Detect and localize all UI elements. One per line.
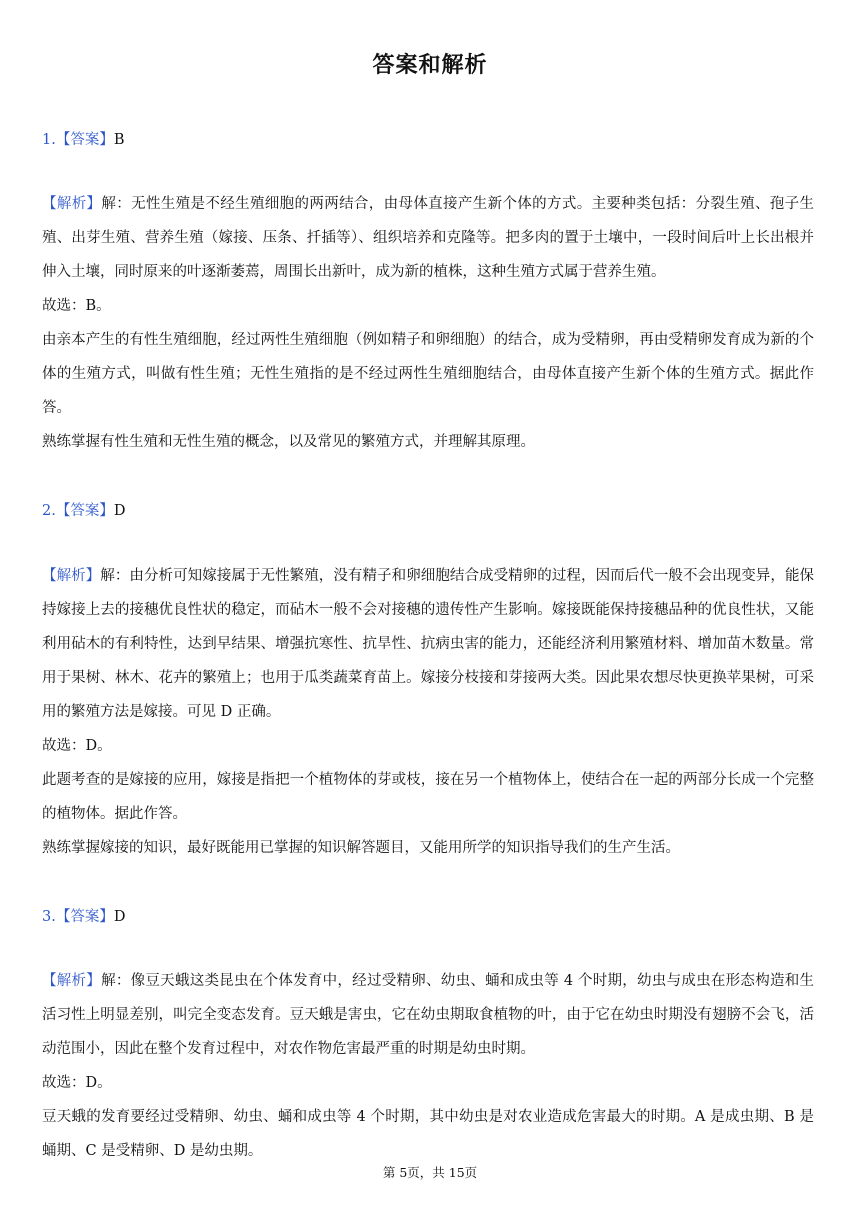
answer-tag: 【答案】 bbox=[55, 909, 114, 925]
analysis-tag: 【解析】 bbox=[42, 196, 102, 212]
question-3-analysis bbox=[42, 964, 814, 1168]
analysis-tag: 【解析】 bbox=[42, 568, 101, 584]
explain-text: 豆天蛾的发育要经过受精卵、幼虫、蛹和成虫等 4 个时期，其中幼虫是对农业造成危害最大的时期。A 是成虫期、B 是蛹期、C 是受精卵、D 是幼虫期。 bbox=[42, 1109, 814, 1159]
answer-value: D bbox=[113, 909, 126, 925]
choice-text: 故选：B。 bbox=[42, 298, 111, 314]
answer-value: B bbox=[113, 132, 125, 148]
question-1-answer bbox=[42, 128, 125, 149]
explain-text: 此题考查的是嫁接的应用，嫁接是指把一个植物体的芽或枝，接在另一个植物体上，使结合在一起的两部分长成一个完整的植物体。据此作答。 bbox=[42, 772, 814, 822]
analysis-text: 解：像豆天蛾这类昆虫在个体发育中，经过受精卵、幼虫、蛹和成虫等 4 个时期，幼虫与成虫在形态构造和生活习性上明显差别，叫完全变态发育。豆天蛾是害虫，它在幼虫期取食植物的叶，由于它在幼虫时期没有翅膀不会飞，活动范围小，因此在整个发育过程中，对农作物危害最严重的时期是幼虫时期。 bbox=[42, 973, 814, 1057]
analysis-tag: 【解析】 bbox=[42, 973, 102, 989]
question-1-analysis bbox=[42, 187, 814, 459]
answer-tag: 【答案】 bbox=[55, 503, 114, 519]
question-number: 2. bbox=[42, 503, 56, 519]
analysis-text: 解：由分析可知嫁接属于无性繁殖，没有精子和卵细胞结合成受精卵的过程，因而后代一般不会出现变异，能保持嫁接上去的接穗优良性状的稳定，而砧木一般不会对接穗的遗传性产生影响。嫁接既能保持接穗品种的优良性状，又能利用砧木的有利特性，达到早结果、增强抗寒性、抗旱性、抗病虫害的能力，还能经济利用繁殖材料、增加苗木数量。常用于果树、林木、花卉的繁殖上；也用于瓜类蔬菜育苗上。嫁接分枝接和芽接两大类。因此果农想尽快更换苹果树，可采用的繁殖方法是嫁接。可见 D 正确。 bbox=[42, 568, 815, 720]
explain-text: 由亲本产生的有性生殖细胞，经过两性生殖细胞（例如精子和卵细胞）的结合，成为受精卵，再由受精卵发育成为新的个体的生殖方式，叫做有性生殖；无性生殖指的是不经过两性生殖细胞结合，由母体直接产生新个体的生殖方式。据此作答。 bbox=[42, 332, 814, 416]
question-2-answer bbox=[42, 499, 125, 520]
question-number: 1. bbox=[42, 132, 56, 148]
question-2-analysis bbox=[42, 559, 814, 865]
answer-tag: 【答案】 bbox=[55, 132, 114, 148]
question-number: 3. bbox=[42, 909, 56, 925]
question-3-answer bbox=[42, 905, 125, 926]
choice-text: 故选：D。 bbox=[42, 1075, 112, 1091]
choice-text: 故选：D。 bbox=[42, 738, 112, 754]
tip-text: 熟练掌握有性生殖和无性生殖的概念，以及常见的繁殖方式，并理解其原理。 bbox=[42, 434, 535, 450]
tip-text: 熟练掌握嫁接的知识，最好既能用已掌握的知识解答题目，又能用所学的知识指导我们的生产生活。 bbox=[42, 840, 680, 856]
page-title: 答案和解析 bbox=[372, 53, 488, 78]
analysis-paragraph bbox=[42, 187, 814, 289]
answer-value: D bbox=[113, 503, 126, 519]
analysis-paragraph bbox=[42, 964, 814, 1066]
analysis-text: 解：无性生殖是不经生殖细胞的两两结合，由母体直接产生新个体的方式。主要种类包括：分裂生殖、孢子生殖、出芽生殖、营养生殖（嫁接、压条、扦插等）、组织培养和克隆等。把多肉的置于土壤中，一段时间后叶上长出根并伸入土壤，同时原来的叶逐渐萎蔫，周围长出新叶，成为新的植株，这种生殖方式属于营养生殖。 bbox=[42, 196, 815, 280]
page-footer: 第 5页，共 15页 bbox=[382, 1165, 478, 1180]
analysis-paragraph bbox=[42, 559, 814, 729]
